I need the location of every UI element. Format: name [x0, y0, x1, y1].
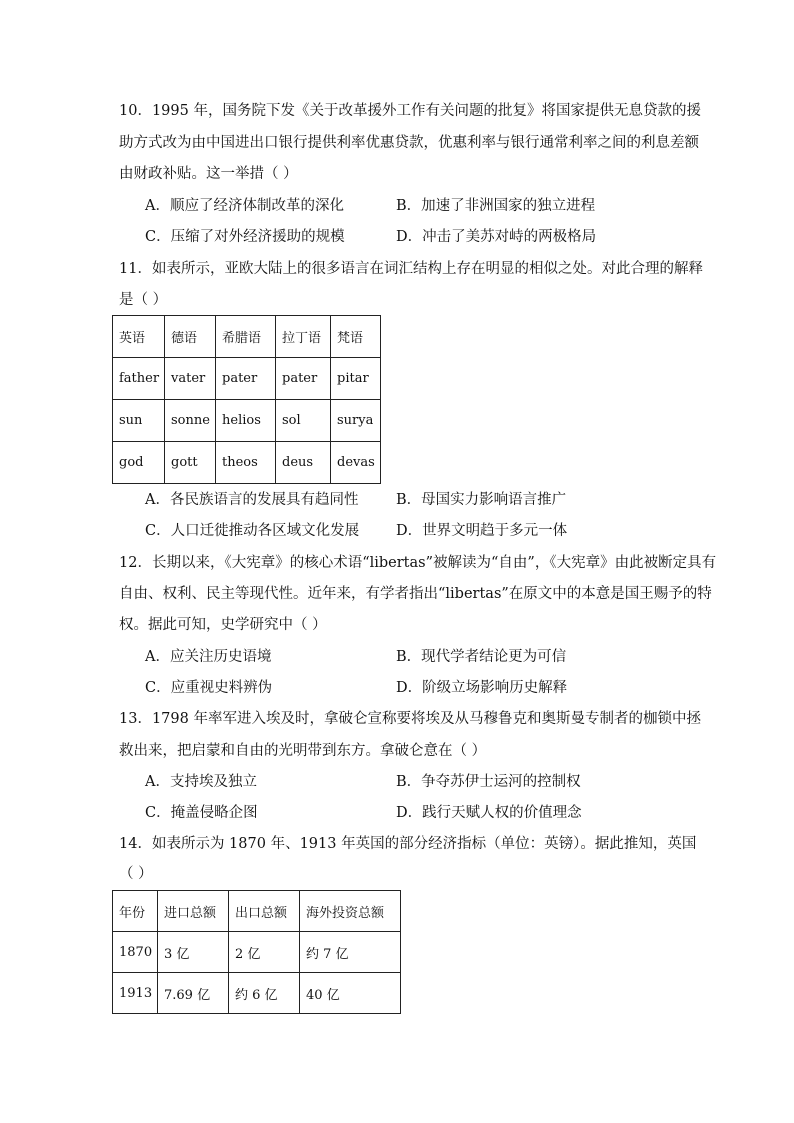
table-cell: pater [216, 358, 276, 400]
table-header-row [113, 891, 401, 932]
q13-option-d: D．践行天赋人权的价值理念 [396, 805, 582, 821]
table-cell: 约 7 亿 [300, 932, 401, 973]
table-cell: pitar [331, 358, 381, 400]
q10-option-d: D．冲击了美苏对峙的两极格局 [396, 229, 597, 245]
q12-stem-line-2: 自由、权利、民主等现代性。近年来，有学者指出“libertas”在原文中的本意是国王赐予的特 [119, 586, 712, 602]
q11-option-a: A．各民族语言的发展具有趋同性 [145, 492, 359, 508]
table-cell: 3 亿 [158, 932, 229, 973]
q11-stem-line-1: 11．如表所示，亚欧大陆上的很多语言在词汇结构上存在明显的相似之处。对此合理的解释 [119, 261, 703, 277]
q14-stem-line-2: （ ） [119, 866, 153, 882]
table-cell: helios [216, 400, 276, 442]
table-row [113, 358, 381, 400]
table-cell: surya [331, 400, 381, 442]
q13-option-c: C．掩盖侵略企图 [145, 805, 258, 821]
table-cell: theos [216, 442, 276, 484]
q14-stem-line-1: 14．如表所示为 1870 年、1913 年英国的部分经济指标（单位：英镑）。据此推知，英国 [119, 836, 697, 852]
q13-stem-line-1: 13．1798 年率军进入埃及时，拿破仑宣称要将埃及从马穆鲁克和奥斯曼专制者的枷锁中拯 [119, 711, 701, 727]
table-cell: 1913 [113, 973, 158, 1014]
q12-option-c: C．应重视史料辨伪 [145, 680, 273, 696]
table-cell: vater [165, 358, 216, 400]
q10-stem-line-1: 10．1995 年，国务院下发《关于改革援外工作有关问题的批复》将国家提供无息贷款的援 [119, 103, 701, 119]
q10-stem-line-3: 由财政补贴。这一举措（ ） [119, 166, 298, 182]
q13-stem-line-2: 救出来，把启蒙和自由的光明带到东方。拿破仑意在（ ） [119, 743, 487, 759]
table-cell: gott [165, 442, 216, 484]
table-row [113, 932, 401, 973]
q12-stem-line-3: 权。据此可知，史学研究中（ ） [119, 617, 327, 633]
q10-option-a: A．顺应了经济体制改革的深化 [145, 198, 344, 214]
language-comparison-table [112, 315, 381, 484]
uk-economic-indicators-table [112, 890, 401, 1014]
table-row [113, 973, 401, 1014]
table-row [113, 400, 381, 442]
table-header-cell: 进口总额 [158, 891, 229, 932]
q10-option-b: B．加速了非洲国家的独立进程 [396, 198, 596, 214]
table-header-row [113, 316, 381, 358]
table-header-cell: 梵语 [331, 316, 381, 358]
table-cell: devas [331, 442, 381, 484]
q12-option-d: D．阶级立场影响历史解释 [396, 680, 568, 696]
table-cell: deus [276, 442, 331, 484]
q11-stem-line-2: 是（ ） [119, 292, 168, 308]
q13-option-b: B．争夺苏伊士运河的控制权 [396, 774, 581, 790]
table-cell: pater [276, 358, 331, 400]
q10-option-c: C．压缩了对外经济援助的规模 [145, 229, 345, 245]
table-header-cell: 出口总额 [229, 891, 300, 932]
table-header-cell: 海外投资总额 [300, 891, 401, 932]
q11-option-b: B．母国实力影响语言推广 [396, 492, 567, 508]
table-cell: 40 亿 [300, 973, 401, 1014]
table-cell: sun [113, 400, 165, 442]
q12-stem-line-1: 12．长期以来，《大宪章》的核心术语“libertas”被解读为“自由”，《大宪章》由此被断定具有 [119, 555, 717, 571]
q11-option-c: C．人口迁徙推动各区域文化发展 [145, 523, 360, 539]
table-header-cell: 拉丁语 [276, 316, 331, 358]
table-cell: 2 亿 [229, 932, 300, 973]
table-header-cell: 年份 [113, 891, 158, 932]
q10-stem-line-2: 助方式改为由中国进出口银行提供利率优惠贷款，优惠利率与银行通常利率之间的利息差额 [119, 135, 699, 151]
q12-option-b: B．现代学者结论更为可信 [396, 649, 567, 665]
q11-option-d: D．世界文明趋于多元一体 [396, 523, 568, 539]
table-cell: 7.69 亿 [158, 973, 229, 1014]
table-cell: father [113, 358, 165, 400]
table-cell: sonne [165, 400, 216, 442]
table-cell: 约 6 亿 [229, 973, 300, 1014]
table-header-cell: 希腊语 [216, 316, 276, 358]
q12-option-a: A．应关注历史语境 [145, 649, 272, 665]
table-header-cell: 英语 [113, 316, 165, 358]
table-cell: 1870 [113, 932, 158, 973]
table-cell: god [113, 442, 165, 484]
table-row [113, 442, 381, 484]
table-cell: sol [276, 400, 331, 442]
q13-option-a: A．支持埃及独立 [145, 774, 257, 790]
table-header-cell: 德语 [165, 316, 216, 358]
